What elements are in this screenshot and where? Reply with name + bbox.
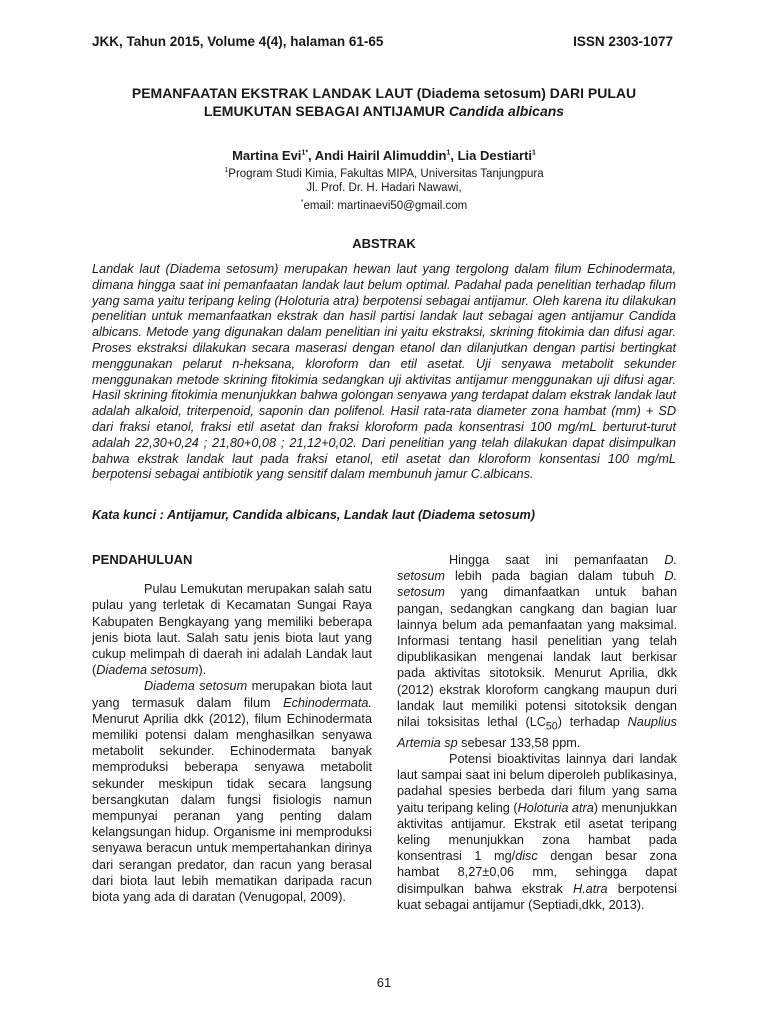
- title-line-1: PEMANFAATAN EKSTRAK LANDAK LAUT (Diadema setosum) DARI PULAU: [131, 85, 637, 101]
- affiliation-mark: 1: [224, 167, 229, 174]
- author-3-affil-mark: 1: [532, 149, 536, 157]
- author-2: , Andi Hairil Alimuddin: [308, 148, 447, 163]
- right-paragraph-2: [397, 751, 677, 913]
- right-paragraph-1: [397, 552, 677, 751]
- abstract-heading: ABSTRAK: [352, 236, 416, 251]
- page-number: 61: [376, 975, 392, 990]
- journal-header: JKK, Tahun 2015, Volume 4(4), halaman 61-65: [92, 34, 384, 49]
- right-p1-f: ) terhadap: [557, 715, 628, 730]
- paper-title: [90, 84, 678, 120]
- author-list: [90, 148, 678, 163]
- right-p2-disc: disc: [515, 849, 538, 864]
- intro-p2-text: merupakan biota laut yang termasuk dalam filum: [92, 679, 372, 710]
- affiliation-block: [90, 164, 678, 213]
- left-column: [92, 552, 372, 905]
- author-3: , Lia Destiarti: [450, 148, 533, 163]
- title-line-2-text: LEMUKUTAN SEBAGAI ANTIJAMUR: [203, 103, 449, 119]
- right-p1-a: Hingga saat ini pemanfaatan: [449, 553, 665, 567]
- right-p2-species-abbr: H.atra: [572, 881, 608, 896]
- right-p2-g: berpotensi kuat sebagai antijamur (Septiadi,dkk, 2013).: [397, 881, 677, 912]
- intro-paragraph-1: [92, 581, 372, 678]
- author-1-affil-mark: 1*: [301, 149, 309, 157]
- intro-p2-rest: Menurut Aprilia dkk (2012), filum Echinodermata memiliki potensi dalam menghasilkan senyawa metabolit sekunder. Echinodermata banyak memproduksi beberapa senyawa metabolit sekunder meskipun tidak secara langsung bersangkutan dalam fungsi fisiologis namun mempunyai peranan yang penting dalam kelangsungan hidup. Organisme ini memproduksi senyawa beracun untuk mempertahankan dirinya dari serangan predator, dan racun yang berasal dari biota laut lebih mematikan daripada racun biota yang ada di daratan (Venugopal, 2009).: [92, 711, 372, 905]
- right-p1-organism: Nauplius Artemia sp: [397, 715, 677, 750]
- abstract-text: Landak laut (Diadema setosum) merupakan hewan laut yang tergolong dalam filum Echinodermata, dimana hingga saat ini pemanfaatan landak laut belum optimal. Padahal pada penelitian terhadap filum yang sama yaitu teripang keling (Holoturia atra) berpotensi sebagai antijamur. Oleh karena itu dilakukan penelitian untuk memanfaatkan ekstrak dan hasil partisi landak laut sebagai agen antijamur Candida albicans. Metode yang digunakan dalam penelitian ini yaitu ekstraksi, skrining fitokimia dan difusi agar. Proses ekstraksi dilakukan secara maserasi dengan etanol dan dilanjutkan dengan partisi bertingkat menggunakan pelarut n-heksana, kloroform dan etil asetat. Uji senyawa metabolit sekunder menggunakan metode skrining fitokimia sedangkan uji aktivitas antijamur menggunakan uji difusi agar. Hasil skrining fitokimia menunjukkan bahwa golongan senyawa yang terdapat dalam ekstrak landak laut adalah alkaloid, triterpenoid, saponin dan polifenol. Hasil rata-rata diameter zona hambat (mm) + SD dari fraksi etanol, fraksi etil asetat dan fraksi kloroform pada konsentrasi 100 mg/mL berturut-turut adalah 22,30+0,24 ; 21,80+0,08 ; 21,12+0,02. Dari penelitian yang telah dilakukan dapat disimpulkan bahwa ekstrak landak laut pada fraksi etanol, etil asetat dan kloroform konsentasi 100 mg/mL berpotensi sebagai antibiotik yang sensitif dalam membunuh jamur C.albicans.: [92, 262, 676, 482]
- right-p2-e: dengan besar zona hambat 8,27±0,06 mm, sehingga dapat disimpulkan bahwa ekstrak: [397, 849, 677, 896]
- affiliation-address: Jl. Prof. Dr. H. Hadari Nawawi,: [306, 182, 462, 195]
- right-p1-c: lebih pada bagian dalam tubuh: [444, 569, 665, 584]
- keywords: Kata kunci : Antijamur, Candida albicans, Landak laut (Diadema setosum): [92, 508, 535, 522]
- right-p1-species-2: D. setosum: [397, 569, 677, 600]
- right-p2-c: ) menunjukkan aktivitas antijamur. Ekstrak etil asetat teripang keling menunjukkan zona hambat pada konsentrasi 1 mg/: [397, 800, 677, 864]
- author-1: Martina Evi: [232, 148, 302, 163]
- email-text: email: martinaevi50@gmail.com: [303, 199, 468, 212]
- email-mark: *: [300, 198, 304, 206]
- lc50-subscript: 50: [545, 720, 558, 733]
- right-p2-species: Holoturia atra: [517, 800, 594, 815]
- intro-paragraph-2: [92, 678, 372, 905]
- issn-label: ISSN 2303-1077: [573, 34, 673, 49]
- intro-p2-species: Diadema setosum: [144, 679, 248, 694]
- intro-p1-end: ).: [198, 663, 207, 678]
- intro-p1-text: Pulau Lemukutan merupakan salah satu pulau yang terletak di Kecamatan Sungai Raya Kabupaten Bengkayang yang memiliki beberapa jenis biota laut. Salah satu jenis biota laut yang cukup melimpah di daerah ini adalah Landak laut (: [92, 582, 372, 678]
- intro-p2-phylum: Echinodermata.: [283, 695, 372, 710]
- affiliation-department-text: Program Studi Kimia, Fakultas MIPA, Universitas Tanjungpura: [228, 167, 544, 180]
- right-p1-species-1: D. setosum: [397, 553, 677, 584]
- right-p1-h: sebesar 133,58 ppm.: [457, 735, 581, 750]
- affiliation-email: [90, 196, 678, 213]
- intro-p1-species: Diadema setosum: [96, 663, 199, 678]
- right-p1-e: yang dimanfaatkan untuk bahan pangan, sedangkan cangkang dan bagian luar lainnya belum ada pemanfaatan yang maksimal. Informasi tentang hasil penelitian yang telah dipublikasikan mengenai landak laut berkisar pada aktivitas sitotoksik. Menurut Aprilia, dkk (2012) ekstrak kloroform cangkang maupun duri landak laut memiliki potensi sitotoksik dengan nilai toksisitas lethal (LC: [397, 585, 677, 730]
- right-column: [397, 552, 677, 913]
- author-2-affil-mark: 1: [446, 149, 451, 157]
- affiliation-department: [90, 164, 678, 181]
- title-species: Candida albicans: [448, 103, 565, 119]
- title-line-2: [90, 102, 678, 120]
- right-p2-a: Potensi bioaktivitas lainnya dari landak laut sampai saat ini belum diperoleh publikasinya, padahal spesies berbeda dari filum yang sama yaitu teripang keling (: [397, 751, 677, 815]
- section-heading-introduction: PENDAHULUAN: [92, 552, 193, 567]
